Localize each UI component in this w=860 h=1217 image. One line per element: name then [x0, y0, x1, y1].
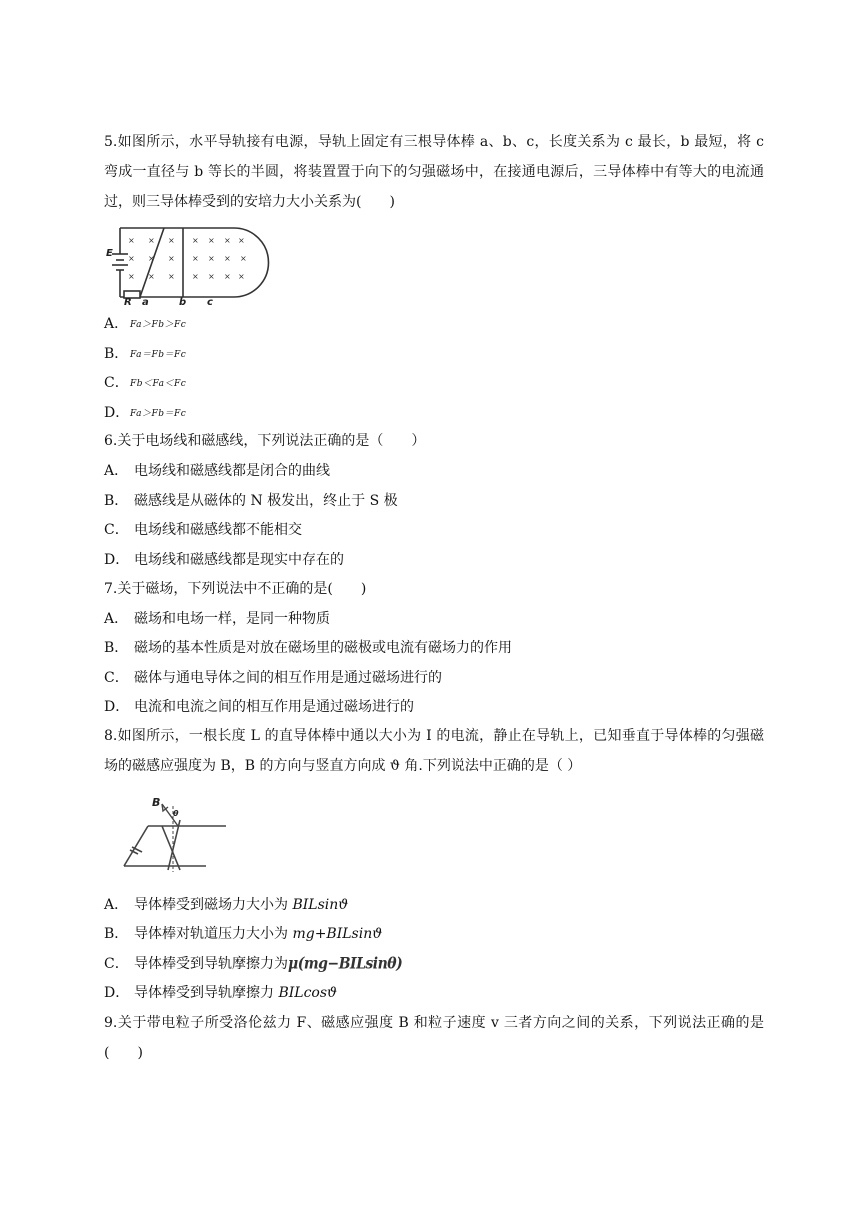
magnetic-field-crosses [128, 236, 247, 281]
svg-text:×: × [148, 254, 155, 263]
q5-option-d[interactable]: D．Fa＞Fb＝Fc [104, 405, 187, 421]
svg-text:×: × [128, 272, 135, 281]
svg-text:×: × [128, 236, 135, 245]
svg-text:×: × [224, 254, 231, 263]
svg-text:×: × [128, 254, 135, 263]
question-8-figure [118, 792, 230, 874]
question-5-stem: 5.如图所示，水平导轨接有电源，导轨上固定有三根导体棒 a、b、c，长度关系为 c 最长，b 最短，将 c 弯成一直径与 b 等长的半圆，将装置置于向下的匀强磁场中，在接通电源后，三导体棒中有等大的电流通过，则三导体棒受到的安培力大小关系为( ) [104, 134, 764, 210]
svg-text:×: × [224, 272, 231, 281]
q6-option-d[interactable]: D． 电场线和磁感线都是现实中存在的 [104, 552, 344, 568]
question-9-stem: 9.关于带电粒子所受洛伦兹力 F、磁感应强度 B 和粒子速度 v 三者方向之间的关系，下列说法正确的是( ) [104, 1015, 764, 1061]
q5-option-c[interactable]: C．Fb＜Fa＜Fc [104, 375, 187, 391]
q7-option-b[interactable]: B． 磁场的基本性质是对放在磁场里的磁极或电流有磁场力的作用 [104, 640, 512, 656]
figure-label-B: B [152, 796, 161, 809]
svg-text:×: × [192, 236, 199, 245]
figure-label-E: E [106, 248, 113, 259]
question-8-stem: 8.如图所示，一根长度 L 的直导体棒中通以大小为 I 的电流，静止在导轨上，已知垂直于导体棒的匀强磁场的磁感应强度为 B，B 的方向与竖直方向成 ϑ 角.下列说法中正确的是（ ） [104, 728, 764, 774]
q7-option-a[interactable]: A． 磁场和电场一样，是同一种物质 [104, 611, 330, 627]
svg-text:×: × [240, 254, 247, 263]
figure-label-R: R [124, 297, 132, 308]
svg-text:×: × [208, 254, 215, 263]
figure-label-b: b [179, 297, 187, 308]
svg-text:×: × [238, 236, 245, 245]
q5-option-a[interactable]: A． Fa＞Fb＞Fc [104, 316, 187, 332]
q6-option-b[interactable]: B． 磁感线是从磁体的 N 极发出，终止于 S 极 [104, 493, 398, 509]
svg-text:×: × [224, 236, 231, 245]
svg-text:×: × [148, 272, 155, 281]
figure-label-a: a [142, 297, 149, 308]
svg-text:×: × [208, 272, 215, 281]
q6-option-a[interactable]: A． 电场线和磁感线都是闭合的曲线 [104, 463, 330, 479]
friction-formula: μ(mg−BILsinθ) [288, 955, 403, 973]
svg-text:×: × [168, 254, 175, 263]
svg-text:×: × [192, 272, 199, 281]
svg-text:×: × [192, 254, 199, 263]
figure-label-c: c [207, 297, 213, 308]
q6-option-c[interactable]: C． 电场线和磁感线都不能相交 [104, 522, 302, 538]
question-7-stem: 7.关于磁场，下列说法中不正确的是( ) [104, 581, 367, 597]
q7-option-c[interactable]: C． 磁体与通电导体之间的相互作用是通过磁场进行的 [104, 670, 442, 686]
figure-label-theta: θ [173, 809, 179, 818]
svg-text:×: × [148, 236, 155, 245]
svg-text:×: × [238, 272, 245, 281]
q8-option-b[interactable]: B． 导体棒对轨道压力大小为 mg+BILsinϑ [104, 926, 383, 942]
q8-option-a[interactable]: A． 导体棒受到磁场力大小为 BILsinϑ [104, 897, 349, 913]
q5-option-b[interactable]: B． Fa＝Fb＝Fc [104, 346, 187, 362]
q8-option-d[interactable]: D． 导体棒受到导轨摩擦力 BILcosϑ [104, 985, 338, 1001]
q7-option-d[interactable]: D． 电流和电流之间的相互作用是通过磁场进行的 [104, 699, 414, 715]
question-6-stem: 6.关于电场线和磁感线，下列说法正确的是（ ） [104, 433, 426, 449]
svg-text:×: × [208, 236, 215, 245]
svg-text:×: × [168, 272, 175, 281]
svg-text:×: × [168, 236, 175, 245]
q8-option-c[interactable]: C． 导体棒受到导轨摩擦力为μ(mg−BILsinθ) [104, 954, 402, 974]
question-5-figure [106, 224, 246, 306]
